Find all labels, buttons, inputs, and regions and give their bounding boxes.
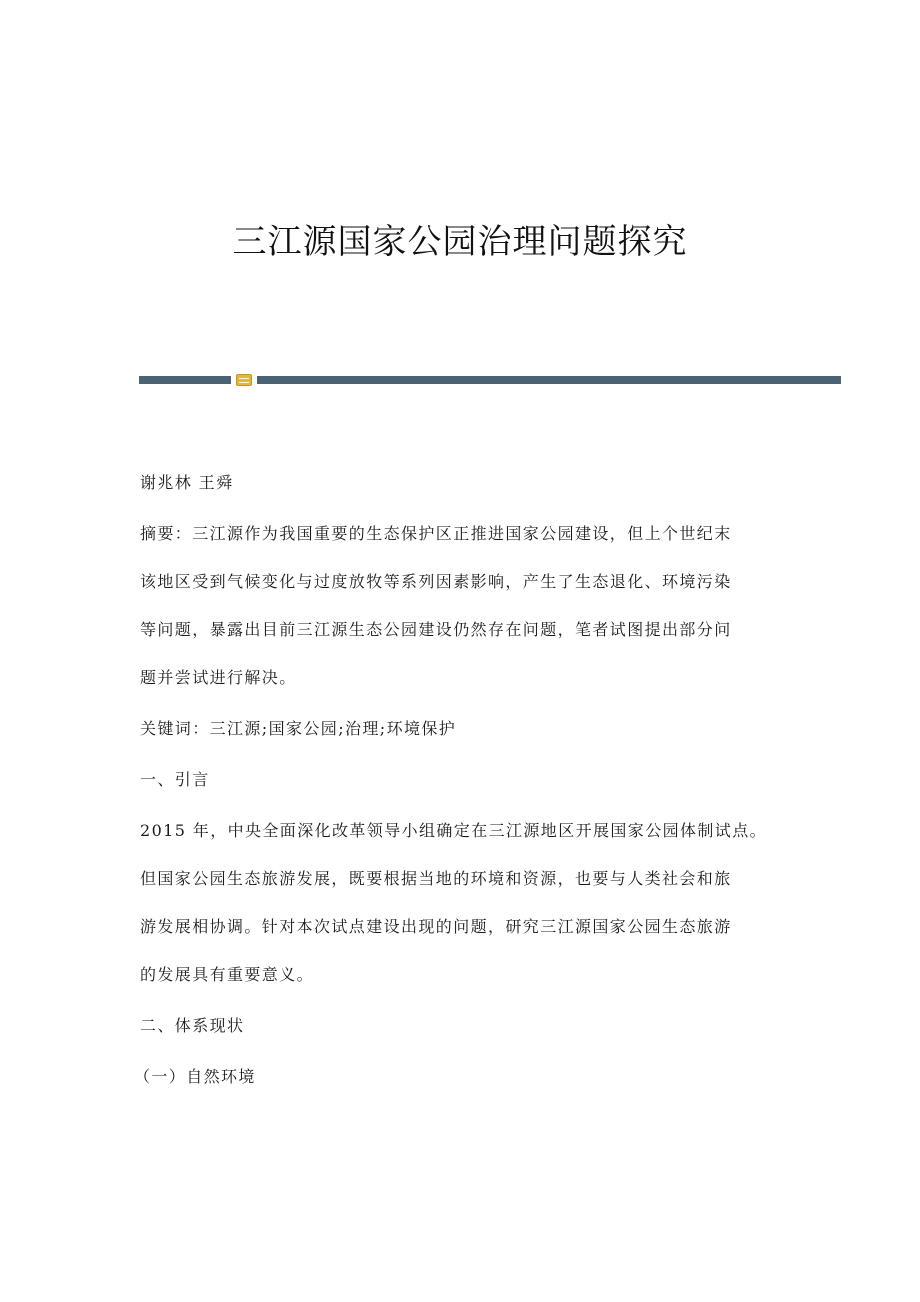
keywords-line: 关键词：三江源;国家公园;治理;环境保护: [140, 719, 457, 738]
abstract-line: 等问题，暴露出目前三江源生态公园建设仍然存在问题，笔者试图提出部分问: [140, 620, 732, 639]
section-heading-system-status: 二、体系现状: [140, 1016, 245, 1035]
abstract-line: 摘要：三江源作为我国重要的生态保护区正推进国家公园建设，但上个世纪末: [140, 524, 732, 543]
divider-ornament-icon: [236, 374, 252, 386]
abstract-paragraph: [140, 521, 820, 691]
paper-title: 三江源国家公园治理问题探究: [232, 222, 688, 262]
introduction-paragraph: [140, 818, 820, 988]
introduction-line: 但国家公园生态旅游发展，既要根据当地的环境和资源，也要与人类社会和旅: [140, 869, 732, 888]
paper-body: [134, 470, 820, 1090]
introduction-line: 游发展相协调。针对本次试点建设出现的问题，研究三江源国家公园生态旅游: [140, 917, 732, 936]
section-heading-introduction: 一、引言: [140, 770, 210, 789]
subsection-heading-natural-environment: （一）自然环境: [134, 1067, 256, 1086]
title-divider: [139, 374, 841, 388]
abstract-line: 该地区受到气候变化与过度放牧等系列因素影响，产生了生态退化、环境污染: [140, 572, 732, 591]
authors-line: 谢兆林 王舜: [140, 473, 234, 492]
divider-bar-left: [139, 376, 231, 384]
introduction-line: 的发展具有重要意义。: [140, 965, 315, 984]
divider-bar-right: [257, 376, 841, 384]
abstract-line: 题并尝试进行解决。: [140, 668, 297, 687]
introduction-line: 2015 年，中央全面深化改革领导小组确定在三江源地区开展国家公园体制试点。: [140, 821, 768, 840]
